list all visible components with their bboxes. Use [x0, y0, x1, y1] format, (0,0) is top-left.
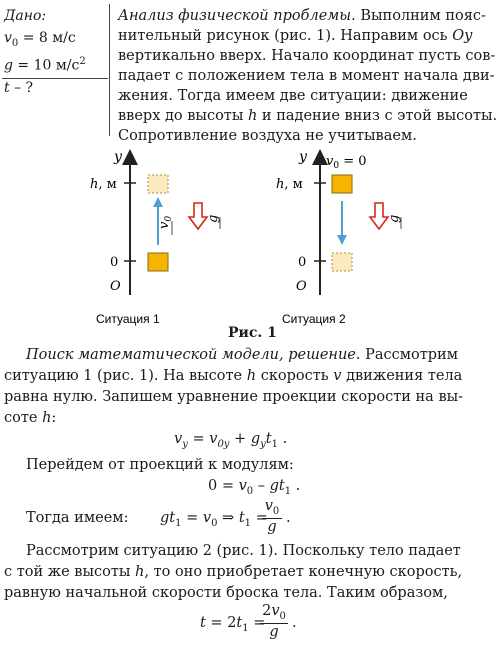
analysis-line-6: вверх до высоты h и падение вниз с этой высоты.: [118, 108, 498, 124]
analysis-line-1: Анализ физической проблемы. Выполним пояс-: [118, 8, 486, 24]
given-vertical-divider: [109, 4, 110, 136]
solution-line-6: Тогда имеем:: [26, 510, 129, 526]
block-faded-1: [148, 175, 168, 193]
figure-diagram: [0, 145, 500, 335]
given-g: g = 10 $м/с^2$: [4, 56, 86, 74]
solution-line-1: Поиск математической модели, решение. Рассмотрим: [26, 347, 458, 363]
solution-line-3: равна нулю. Запишем уравнение проекции скорости на вы-: [4, 389, 464, 405]
arrow-v-down-head: [337, 235, 347, 245]
g-label-1: g: [206, 214, 221, 223]
analysis-line-2: нительный рисунок (рис. 1). Направим ось Oy: [118, 28, 473, 44]
axis-y-label-2: y: [299, 149, 307, 165]
equation-1: $v_y = v_{0y} + g_yt_1$ .: [174, 431, 288, 450]
given-find: t – ?: [4, 80, 34, 96]
equation-2: $0 = v_0 - gt_1$ .: [208, 478, 301, 497]
given-label: Дано:: [4, 8, 47, 24]
arrow-g-down-1: [189, 203, 207, 229]
analysis-line-5: жения. Тогда имеем две ситуации: движение: [118, 88, 468, 104]
block-solid-1: [148, 253, 168, 271]
arrow-g-down-2: [370, 203, 388, 229]
origin-label-1: O: [110, 279, 121, 294]
solution-line-9: равную начальной скорости броска тела. Таким образом,: [4, 585, 448, 601]
height-label-2: h, м: [276, 177, 303, 192]
given-divider: [2, 78, 108, 79]
axis-y-label-1: y: [114, 149, 122, 165]
situation-2-label: Ситуация 2: [282, 312, 346, 326]
origin-label-2: O: [296, 279, 307, 294]
arrow-v0-up-head: [153, 197, 163, 207]
solution-line-8: с той же высоты h, то оно приобретает конечную скорость,: [4, 564, 463, 580]
given-v0: $v_0 = 8$ м/с: [4, 30, 76, 49]
zero-label-2: 0: [298, 255, 307, 270]
g-label-2: g: [387, 214, 402, 223]
figure-caption: Рис. 1: [228, 325, 277, 341]
analysis-line-4: падает с положением тела в момент начала дви-: [118, 68, 495, 84]
solution-line-7: Рассмотрим ситуацию 2 (рис. 1). Поскольку тело падает: [26, 543, 461, 559]
solution-line-5: Перейдем от проекций к модулям:: [26, 457, 294, 473]
situation-1-label: Ситуация 1: [96, 312, 160, 326]
solution-line-4: соте h:: [4, 410, 57, 426]
block-faded-2: [332, 253, 352, 271]
block-solid-2: [332, 175, 352, 193]
analysis-line-3: вертикально вверх. Начало координат пусть сов-: [118, 48, 496, 64]
v0-zero-label: $v_0 = 0$: [326, 154, 367, 171]
analysis-line-7: Сопротивление воздуха не учитываем.: [118, 128, 417, 144]
solution-line-2: ситуацию 1 (рис. 1). На высоте h скорость v движения тела: [4, 368, 463, 384]
zero-label-1: 0: [110, 255, 119, 270]
height-label-1: h, м: [90, 177, 117, 192]
v0-label-1: $v_0$: [157, 215, 174, 229]
